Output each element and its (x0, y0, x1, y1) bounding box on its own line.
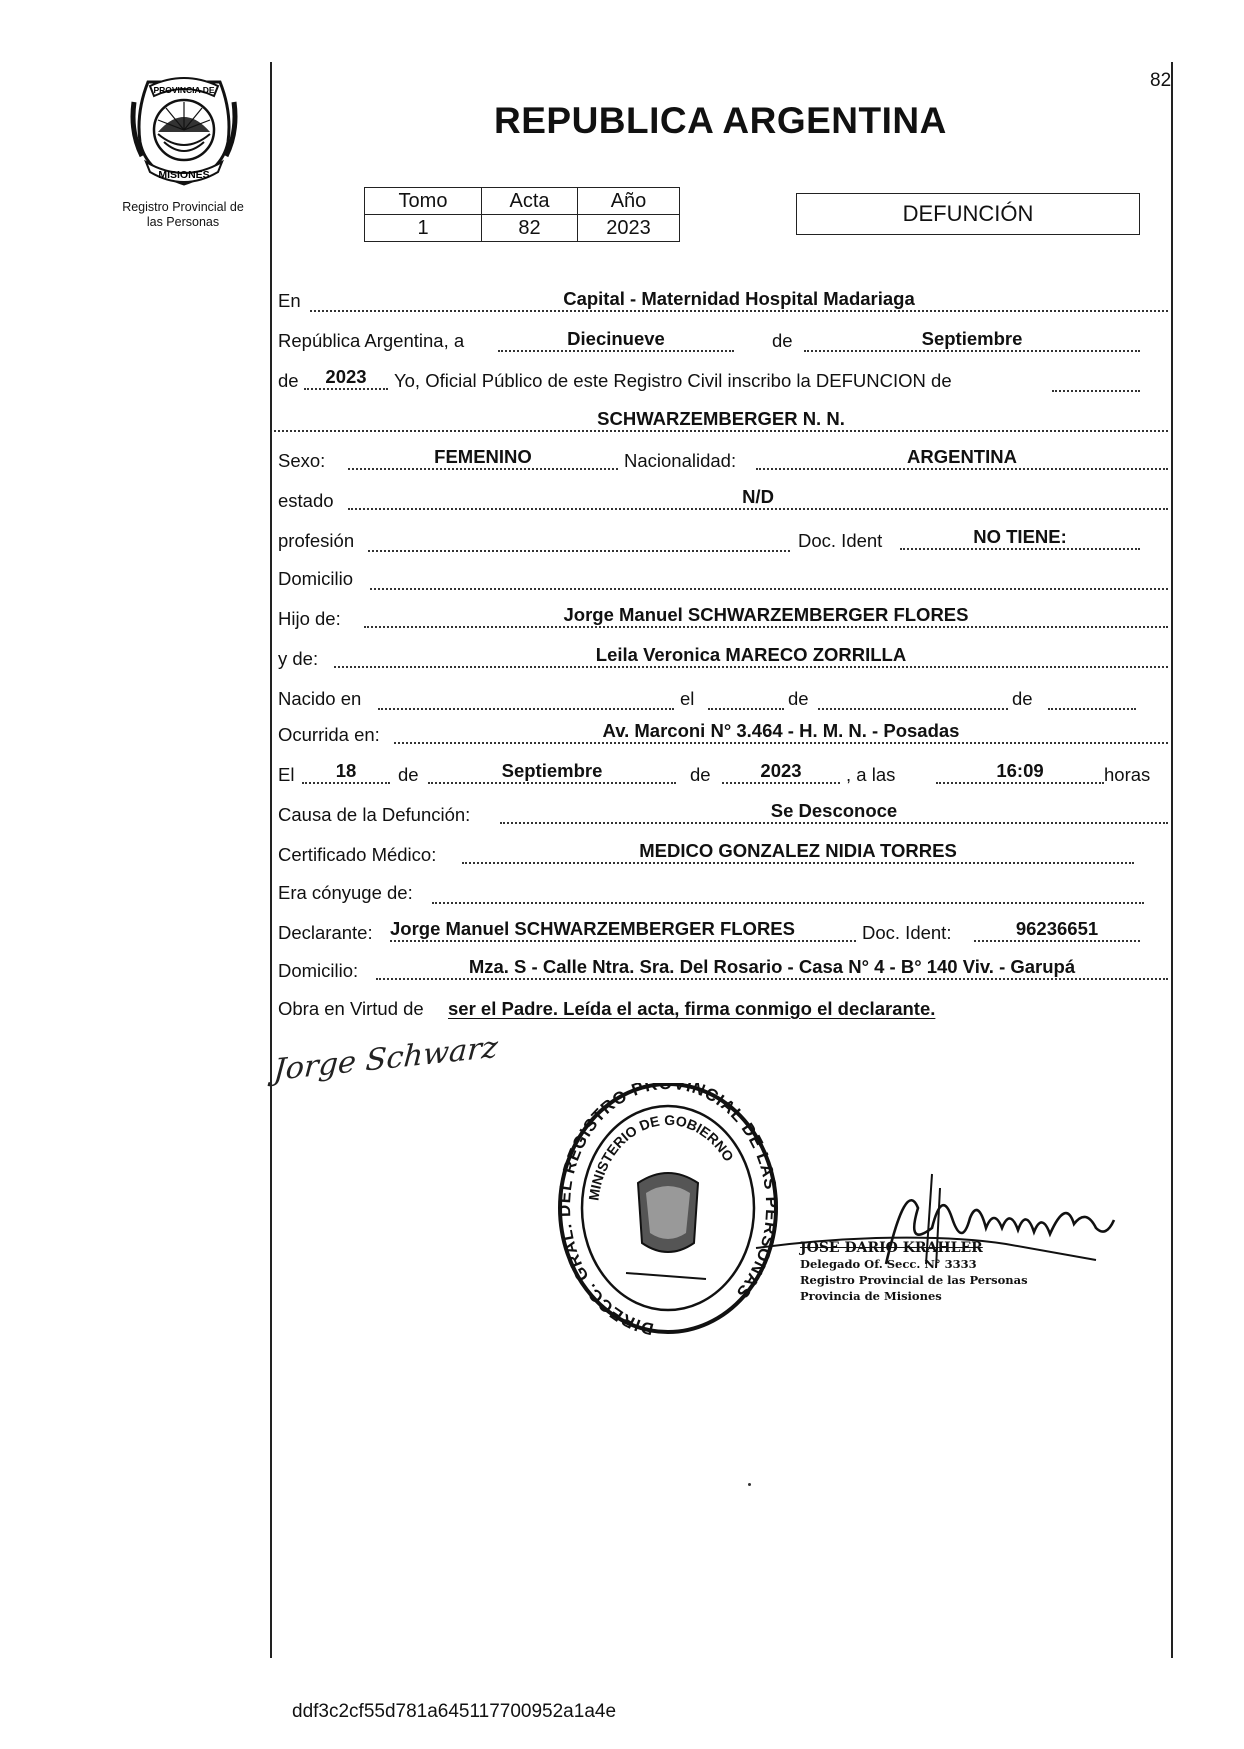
nacionalidad-label: Nacionalidad: (624, 450, 737, 471)
nacido-en-value (378, 686, 674, 710)
logo-caption-line1: Registro Provincial de (122, 200, 244, 214)
declarant-signature-text: Jorge Schwarz (272, 1030, 499, 1088)
causa-value: Se Desconoce (500, 800, 1168, 824)
sexo-value: FEMENINO (348, 446, 618, 470)
header-acta: Acta (482, 188, 578, 215)
declarante-doc-value: 96236651 (974, 918, 1140, 942)
declarante-label: Declarante: (278, 922, 373, 943)
domicilio2-label: Domicilio: (278, 960, 359, 981)
birth-day-value (708, 686, 784, 710)
official-name: JOSE DARIO KRAHLER (800, 1240, 983, 1256)
page-number: 82 (1150, 70, 1172, 91)
obra-value: ser el Padre. Leída el acta, firma conmigo el declarante. (448, 998, 936, 1019)
death-time: 16:09 (936, 760, 1104, 784)
month: Septiembre (804, 328, 1140, 352)
scan-dot (748, 1483, 751, 1486)
logo-caption-line2: las Personas (146, 215, 220, 229)
domicilio-label: Domicilio (278, 568, 354, 589)
logo-bottom-text: MISIONES (158, 169, 210, 181)
official-seal-icon (556, 1083, 780, 1346)
conyuge-value (432, 880, 1144, 904)
provincia-de-misiones-emblem-icon (128, 72, 240, 192)
el-label: el (680, 688, 695, 709)
official-line2: Registro Provincial de las Personas (800, 1273, 1028, 1287)
official-line3: Provincia de Misiones (800, 1289, 942, 1303)
official-line1: Delegado Of. Secc. N° 3333 (800, 1257, 977, 1271)
de6-label: de (690, 764, 711, 785)
logo-caption (98, 200, 268, 230)
day-words: Diecinueve (498, 328, 734, 352)
official-block (800, 1240, 1028, 1304)
header-ano: Año (578, 188, 680, 215)
nacido-en-label: Nacido en (278, 688, 362, 709)
declarante-doc-label: Doc. Ident: (862, 922, 952, 943)
left-margin-line (270, 62, 272, 1658)
causa-label: Causa de la Defunción: (278, 804, 471, 825)
declarant-signature (272, 1030, 499, 1105)
hijo-de-value: Jorge Manuel SCHWARZEMBERGER FLORES (364, 604, 1168, 628)
de3-label: de (788, 688, 809, 709)
registry-table (364, 187, 680, 242)
statement-blank (1052, 368, 1140, 392)
seal-inner-text: MINISTERIO DE GOBIERNO (585, 1111, 738, 1202)
birth-year-value (1048, 686, 1136, 710)
domicilio2-value: Mza. S - Calle Ntra. Sra. Del Rosario - Casa N° 4 - B° 140 Viv. - Garupá (376, 956, 1168, 980)
domicilio-value (370, 566, 1168, 590)
a-las-label: , a las (846, 764, 896, 785)
seal-outer-text: DIRECC. GRAL. DEL REGISTRO PROVINCIAL DE LAS PERSONAS (556, 1083, 780, 1339)
doc-ident-label: Doc. Ident (798, 530, 883, 551)
year: 2023 (304, 366, 388, 390)
de2-label: de (278, 370, 299, 391)
de-label: de (772, 330, 793, 351)
republica-label: República Argentina, a (278, 330, 465, 351)
death-month: Septiembre (428, 760, 676, 784)
y-de-label: y de: (278, 648, 319, 669)
conyuge-label: Era cónyuge de: (278, 882, 413, 903)
certificado-label: Certificado Médico: (278, 844, 437, 865)
ocurrida-label: Ocurrida en: (278, 724, 380, 745)
header-tomo: Tomo (365, 188, 482, 215)
ocurrida-value: Av. Marconi N° 3.464 - H. M. N. - Posadas (394, 720, 1168, 744)
obra-label: Obra en Virtud de (278, 998, 424, 1019)
estado-label: estado (278, 490, 334, 511)
death-day: 18 (302, 760, 390, 784)
sexo-label: Sexo: (278, 450, 326, 471)
horas-label: horas (1104, 764, 1151, 785)
deceased-name: SCHWARZEMBERGER N. N. (274, 408, 1168, 432)
de4-label: de (1012, 688, 1033, 709)
value-ano: 2023 (578, 215, 680, 242)
en-value: Capital - Maternidad Hospital Madariaga (310, 288, 1168, 312)
act-type-box: DEFUNCIÓN (796, 193, 1140, 235)
page-title: REPUBLICA ARGENTINA (494, 100, 947, 141)
nacionalidad-value: ARGENTINA (756, 446, 1168, 470)
hijo-de-label: Hijo de: (278, 608, 341, 629)
de5-label: de (398, 764, 419, 785)
y-de-value: Leila Veronica MARECO ZORRILLA (334, 644, 1168, 668)
doc-ident-value: NO TIENE: (900, 526, 1140, 550)
certificado-value: MEDICO GONZALEZ NIDIA TORRES (462, 840, 1134, 864)
statement: Yo, Oficial Público de este Registro Civil inscribo la DEFUNCION de (394, 370, 952, 391)
value-tomo: 1 (365, 215, 482, 242)
document-hash: ddf3c2cf55d781a645117700952a1a4e (292, 1701, 617, 1722)
birth-month-value (818, 686, 1008, 710)
el2-label: El (278, 764, 295, 785)
en-label: En (278, 290, 301, 311)
estado-value: N/D (348, 486, 1168, 510)
profesion-label: profesión (278, 530, 355, 551)
right-margin-line (1171, 62, 1173, 1658)
profesion-value (368, 528, 790, 552)
value-acta: 82 (482, 215, 578, 242)
declarante-value: Jorge Manuel SCHWARZEMBERGER FLORES (390, 918, 856, 942)
death-year: 2023 (722, 760, 840, 784)
logo-top-text: PROVINCIA DE (153, 85, 215, 95)
